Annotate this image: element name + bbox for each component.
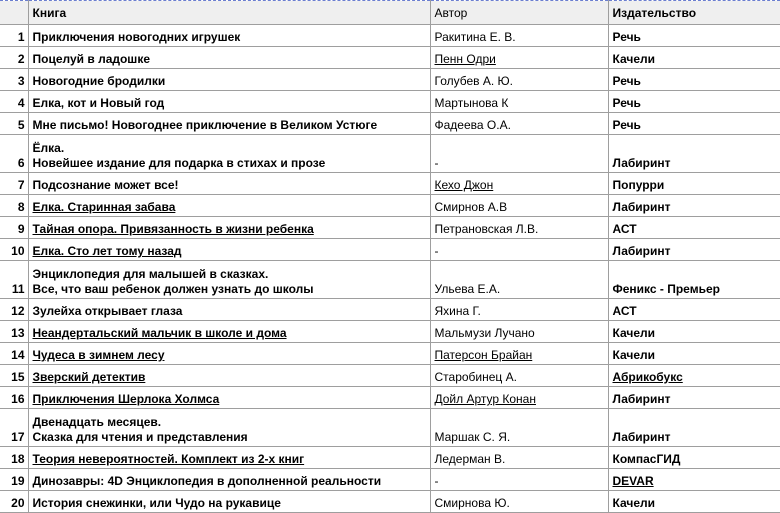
row-number-cell[interactable]: 11: [0, 261, 28, 299]
row-number-cell[interactable]: 13: [0, 321, 28, 343]
publisher-cell[interactable]: Лабиринт: [608, 239, 780, 261]
author-cell[interactable]: Мальмузи Лучано: [430, 321, 608, 343]
publisher-cell[interactable]: КомпасГИД: [608, 447, 780, 469]
row-number-cell[interactable]: 10: [0, 239, 28, 261]
publisher-link[interactable]: DEVAR: [612, 474, 654, 488]
book-title-cell[interactable]: [28, 195, 430, 217]
book-link[interactable]: Елка. Старинная забава: [32, 200, 176, 214]
publisher-link[interactable]: Абрикобукс: [612, 370, 683, 384]
table-row: [0, 47, 780, 69]
author-cell[interactable]: [430, 47, 608, 69]
book-link[interactable]: Тайная опора. Привязанность в жизни ребенка: [32, 222, 314, 236]
book-title-cell[interactable]: [28, 387, 430, 409]
table-row: [0, 343, 780, 365]
table-row: [0, 447, 780, 469]
author-cell[interactable]: Фадеева О.А.: [430, 113, 608, 135]
row-number-cell[interactable]: 4: [0, 91, 28, 113]
author-cell[interactable]: Голубев А. Ю.: [430, 69, 608, 91]
publisher-cell[interactable]: Лабиринт: [608, 195, 780, 217]
table-row: [0, 113, 780, 135]
row-number-cell[interactable]: 2: [0, 47, 28, 69]
publisher-cell[interactable]: Качели: [608, 47, 780, 69]
book-title-cell[interactable]: Мне письмо! Новогоднее приключение в Великом Устюге: [28, 113, 430, 135]
author-cell[interactable]: Старобинец А.: [430, 365, 608, 387]
author-link[interactable]: Патерсон Брайан: [434, 348, 533, 362]
publisher-cell[interactable]: [608, 469, 780, 491]
publisher-cell[interactable]: АСТ: [608, 299, 780, 321]
publisher-cell[interactable]: Лабиринт: [608, 387, 780, 409]
book-title-cell[interactable]: Новогодние бродилки: [28, 69, 430, 91]
book-title-cell[interactable]: [28, 321, 430, 343]
row-number-cell[interactable]: 20: [0, 491, 28, 513]
author-cell[interactable]: Ульева Е.А.: [430, 261, 608, 299]
table-row: [0, 321, 780, 343]
publisher-cell[interactable]: Лабиринт: [608, 409, 780, 447]
table-row: [0, 409, 780, 447]
publisher-cell[interactable]: Качели: [608, 321, 780, 343]
row-number-cell[interactable]: 1: [0, 25, 28, 47]
author-cell[interactable]: Маршак С. Я.: [430, 409, 608, 447]
publisher-cell[interactable]: Качели: [608, 343, 780, 365]
row-number-cell[interactable]: 18: [0, 447, 28, 469]
book-link[interactable]: Зверский детектив: [32, 370, 146, 384]
book-link[interactable]: Чудеса в зимнем лесу: [32, 348, 165, 362]
author-cell[interactable]: Петрановская Л.В.: [430, 217, 608, 239]
row-number-cell[interactable]: 6: [0, 135, 28, 173]
publisher-cell[interactable]: Феникс - Премьер: [608, 261, 780, 299]
author-cell[interactable]: Яхина Г.: [430, 299, 608, 321]
book-title-cell[interactable]: [28, 239, 430, 261]
row-number-cell[interactable]: 8: [0, 195, 28, 217]
publisher-cell[interactable]: [608, 365, 780, 387]
author-cell[interactable]: [430, 173, 608, 195]
row-number-cell[interactable]: 7: [0, 173, 28, 195]
author-cell[interactable]: Смирнова Ю.: [430, 491, 608, 513]
author-cell[interactable]: -: [430, 239, 608, 261]
author-link[interactable]: Дойл Артур Конан: [434, 392, 536, 406]
book-title-cell[interactable]: Подсознание может все!: [28, 173, 430, 195]
book-title-cell[interactable]: История снежинки, или Чудо на рукавице: [28, 491, 430, 513]
author-cell[interactable]: -: [430, 469, 608, 491]
author-cell[interactable]: Смирнов А.В: [430, 195, 608, 217]
table-row: [0, 491, 780, 513]
author-link[interactable]: Кехо Джон: [434, 178, 494, 192]
publisher-cell[interactable]: Речь: [608, 91, 780, 113]
row-number-cell[interactable]: 16: [0, 387, 28, 409]
row-number-cell[interactable]: 19: [0, 469, 28, 491]
row-number-cell[interactable]: 9: [0, 217, 28, 239]
table-row: [0, 135, 780, 173]
book-title-cell[interactable]: Елка, кот и Новый год: [28, 91, 430, 113]
book-title-cell[interactable]: [28, 217, 430, 239]
row-number-cell[interactable]: 12: [0, 299, 28, 321]
table-row: [0, 299, 780, 321]
header-author[interactable]: Автор: [430, 1, 608, 25]
book-title-cell[interactable]: Энциклопедия для малышей в сказках. Все, что ваш ребенок должен узнать до школы: [28, 261, 430, 299]
table-row: [0, 261, 780, 299]
book-link[interactable]: Елка. Сто лет тому назад: [32, 244, 182, 258]
author-link[interactable]: Пенн Одри: [434, 52, 496, 66]
author-cell[interactable]: Ледерман В.: [430, 447, 608, 469]
table-row: [0, 365, 780, 387]
author-cell[interactable]: [430, 387, 608, 409]
author-cell[interactable]: -: [430, 135, 608, 173]
row-number-cell[interactable]: 17: [0, 409, 28, 447]
table-row: [0, 173, 780, 195]
table-row: [0, 195, 780, 217]
book-link[interactable]: Неандертальский мальчик в школе и дома: [32, 326, 287, 340]
row-number-cell[interactable]: 15: [0, 365, 28, 387]
publisher-cell[interactable]: АСТ: [608, 217, 780, 239]
row-number-cell[interactable]: 14: [0, 343, 28, 365]
publisher-cell[interactable]: Качели: [608, 491, 780, 513]
book-title-cell[interactable]: [28, 343, 430, 365]
table-row: [0, 239, 780, 261]
row-number-cell[interactable]: 5: [0, 113, 28, 135]
book-title-cell[interactable]: [28, 447, 430, 469]
author-cell[interactable]: [430, 343, 608, 365]
row-number-cell[interactable]: 3: [0, 69, 28, 91]
header-publisher[interactable]: Издательство: [608, 1, 780, 25]
header-row: [0, 1, 780, 25]
book-title-cell[interactable]: Двенадцать месяцев. Сказка для чтения и представления: [28, 409, 430, 447]
book-link[interactable]: Приключения Шерлока Холмса: [32, 392, 220, 406]
table-row: [0, 25, 780, 47]
book-title-cell[interactable]: Динозавры: 4D Энциклопедия в дополненной реальности: [28, 469, 430, 491]
table-row: [0, 91, 780, 113]
book-title-cell[interactable]: [28, 365, 430, 387]
book-link[interactable]: Теория невероятностей. Комплект из 2-х книг: [32, 452, 305, 466]
publisher-cell[interactable]: Речь: [608, 69, 780, 91]
table-body: [0, 25, 780, 513]
book-title-cell[interactable]: Зулейха открывает глаза: [28, 299, 430, 321]
header-book[interactable]: Книга: [28, 1, 430, 25]
publisher-cell[interactable]: Речь: [608, 113, 780, 135]
table-row: [0, 69, 780, 91]
publisher-cell[interactable]: Лабиринт: [608, 135, 780, 173]
table-row: [0, 469, 780, 491]
table-row: [0, 387, 780, 409]
header-num[interactable]: [0, 1, 28, 25]
book-title-cell[interactable]: Поцелуй в ладошке: [28, 47, 430, 69]
book-title-cell[interactable]: Приключения новогодних игрушек: [28, 25, 430, 47]
publisher-cell[interactable]: Попурри: [608, 173, 780, 195]
publisher-cell[interactable]: Речь: [608, 25, 780, 47]
book-title-cell[interactable]: Ёлка. Новейшее издание для подарка в стихах и прозе: [28, 135, 430, 173]
author-cell[interactable]: Мартынова К: [430, 91, 608, 113]
author-cell[interactable]: Ракитина Е. В.: [430, 25, 608, 47]
table-row: [0, 217, 780, 239]
